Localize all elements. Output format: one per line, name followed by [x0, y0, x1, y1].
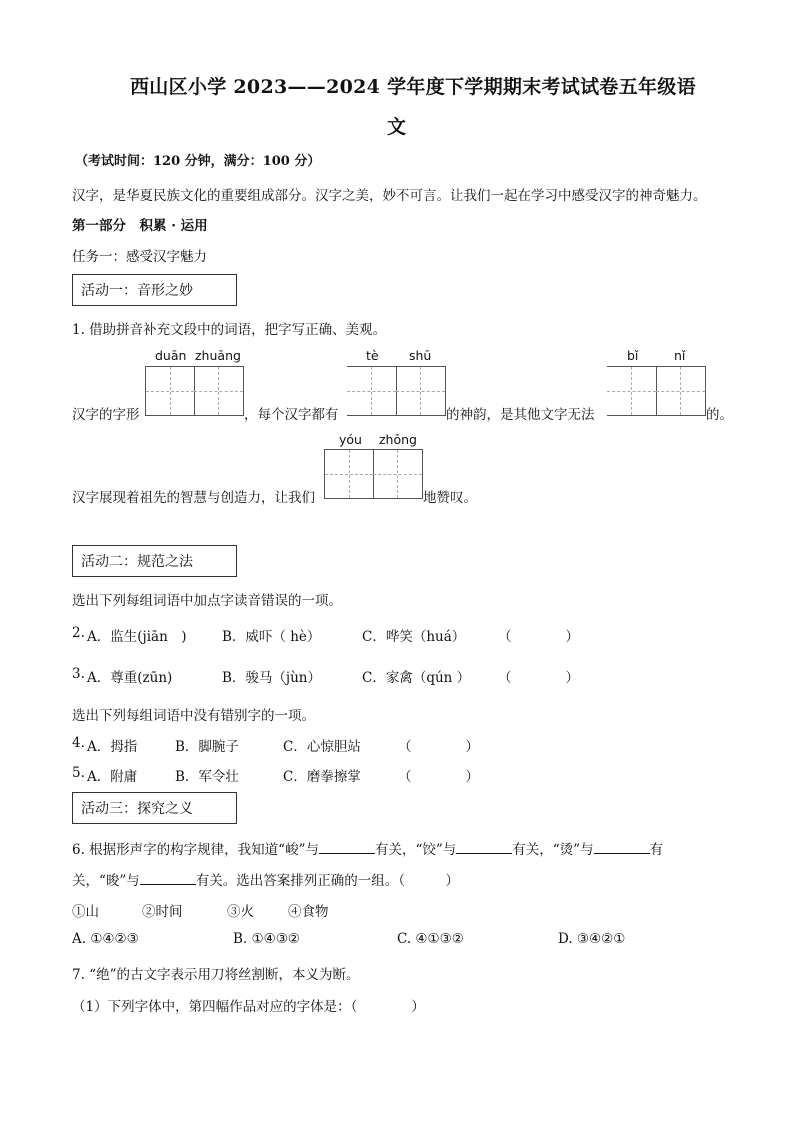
q6-choice-a[interactable]: A. ①④②③	[72, 931, 139, 947]
q4-option-a[interactable]: A．拇指	[87, 739, 138, 755]
part-heading: 第一部分 积累 · 运用	[72, 218, 208, 234]
q6-text-1: 6. 根据形声字的构字规律，我知道“峻”与	[72, 842, 319, 858]
q2-answer-blank[interactable]: （ ）	[498, 629, 579, 645]
activity-1-label: 活动一：音形之妙	[72, 274, 237, 306]
exam-title-cont: 文	[387, 116, 407, 138]
pinyin-zhong: zhōng	[379, 432, 417, 447]
q6-opt-3: ③火	[227, 904, 254, 920]
exam-title: 西山区小学 2023——2024 学年度下学期期末考试试卷五年级语	[130, 76, 696, 98]
q1-text-f: 地赞叹。	[423, 490, 477, 506]
q6-opt-1: ①山	[72, 904, 99, 920]
instruction-pronunciation: 选出下列每组词语中加点字读音错误的一项。	[72, 593, 342, 609]
q6-choice-c[interactable]: C. ④①③②	[397, 931, 464, 947]
q6-text-6: 有关。选出答案排列正确的一组。（ ）	[195, 873, 460, 889]
q6-choice-d[interactable]: D. ③④②①	[558, 931, 626, 947]
question-6-line2	[72, 869, 459, 889]
q3-option-c[interactable]: C．家禽（qún ）	[362, 670, 471, 686]
q6-opt-2: ②时间	[142, 904, 183, 920]
writing-grid-cell[interactable]	[324, 449, 374, 499]
q2-option-a[interactable]: A．监生(jiān )	[87, 629, 187, 645]
q2-option-c[interactable]: C．哗笑（huá）	[362, 629, 466, 645]
q1-text-d: 的。	[706, 407, 733, 423]
q6-blank-1[interactable]	[319, 839, 375, 854]
pinyin-ni: nǐ	[674, 348, 686, 363]
q6-opt-4: ④食物	[288, 904, 329, 920]
q3-answer-blank[interactable]: （ ）	[498, 670, 579, 686]
q3-option-a[interactable]: A．尊重(zūn)	[87, 670, 173, 686]
q3-number: 3.	[72, 666, 85, 682]
q5-option-b[interactable]: B．军令壮	[175, 769, 239, 785]
question-1: 1. 借助拼音补充文段中的词语，把字写正确、美观。	[72, 322, 387, 338]
q6-text-5: 关，“晙”与	[72, 873, 140, 889]
pinyin-you: yóu	[339, 432, 362, 447]
q5-answer-blank[interactable]: （ ）	[398, 769, 479, 785]
q5-number: 5.	[72, 765, 85, 781]
q2-number: 2.	[72, 625, 85, 641]
pinyin-duan: duān	[155, 348, 187, 363]
activity-3-label: 活动三：探究之义	[72, 792, 237, 824]
writing-grid-cell[interactable]	[194, 366, 244, 416]
exam-info: （考试时间：120 分钟，满分：100 分）	[75, 154, 321, 169]
q1-text-e: 汉字展现着祖先的智慧与创造力，让我们	[72, 490, 315, 506]
q4-answer-blank[interactable]: （ ）	[398, 739, 479, 755]
q6-text-4: 有	[649, 842, 664, 858]
writing-grid-cell[interactable]	[396, 366, 446, 416]
q1-text-b: ，每个汉字都有	[244, 407, 339, 423]
intro-text: 汉字，是华夏民族文化的重要组成部分。汉字之美，妙不可言。让我们一起在学习中感受汉字的神奇魅力。	[72, 188, 707, 204]
task-heading: 任务一：感受汉字魅力	[72, 249, 207, 265]
q6-text-3: 有关，“烫”与	[512, 842, 594, 858]
pinyin-te: tè	[366, 348, 379, 363]
q6-blank-2[interactable]	[456, 839, 512, 854]
q4-option-b[interactable]: B．脚腕子	[175, 739, 239, 755]
q5-option-c[interactable]: C．磨拳擦掌	[283, 769, 361, 785]
q6-text-2: 有关，“饺”与	[374, 842, 457, 858]
question-7-1: （1）下列字体中，第四幅作品对应的字体是：（ ）	[72, 999, 425, 1015]
q4-number: 4.	[72, 735, 85, 751]
writing-grid-cell[interactable]	[373, 449, 423, 499]
q6-blank-3[interactable]	[594, 839, 650, 854]
writing-grid-cell[interactable]	[607, 366, 657, 416]
question-7: 7. “绝”的古文字表示用刀将丝割断，本义为断。	[72, 967, 360, 983]
instruction-typo: 选出下列每组词语中没有错别字的一项。	[72, 708, 315, 724]
pinyin-bi: bǐ	[627, 348, 639, 363]
writing-grid-cell[interactable]	[145, 366, 195, 416]
q3-option-b[interactable]: B．骏马（jùn）	[222, 670, 321, 686]
pinyin-zhuang: zhuāng	[195, 348, 241, 363]
pinyin-shu: shū	[409, 348, 432, 363]
question-6-line1	[72, 838, 663, 858]
writing-grid-cell[interactable]	[347, 366, 397, 416]
q4-option-c[interactable]: C．心惊胆站	[283, 739, 361, 755]
q6-choice-b[interactable]: B. ①④③②	[233, 931, 300, 947]
q1-text-a: 汉字的字形	[72, 407, 140, 423]
activity-2-label: 活动二：规范之法	[72, 545, 237, 577]
writing-grid-cell[interactable]	[656, 366, 706, 416]
q5-option-a[interactable]: A．附庸	[87, 769, 138, 785]
q1-text-c: 的神韵，是其他文字无法	[446, 407, 595, 423]
q6-blank-4[interactable]	[140, 870, 196, 885]
q2-option-b[interactable]: B．威吓（ hè）	[222, 629, 321, 645]
